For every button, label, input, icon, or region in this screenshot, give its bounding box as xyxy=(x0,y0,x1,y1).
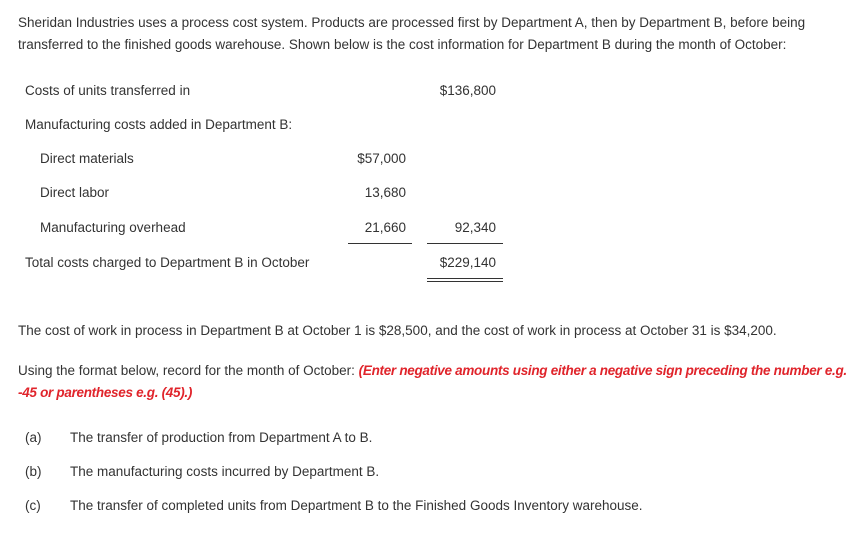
task-label-a: (a) xyxy=(25,430,42,445)
task-label-c: (c) xyxy=(25,498,41,513)
instruction-text: Using the format below, record for the month of October: xyxy=(18,363,359,378)
task-text-b: The manufacturing costs incurred by Department B. xyxy=(70,464,380,479)
transferred-in-value: $136,800 xyxy=(439,83,496,98)
subtotal-rule-col1 xyxy=(348,243,412,244)
direct-labor-label: Direct labor xyxy=(40,185,110,200)
overhead-label: Manufacturing overhead xyxy=(40,220,186,235)
mfg-added-label: Manufacturing costs added in Department B: xyxy=(25,117,293,132)
total-value: $229,140 xyxy=(439,255,496,270)
transferred-in-label: Costs of units transferred in xyxy=(25,83,191,98)
task-text-a: The transfer of production from Department A to B. xyxy=(70,430,373,445)
instruction-paragraph xyxy=(18,360,848,404)
subtotal-rule-col2 xyxy=(427,243,503,244)
subtotal-value: 92,340 xyxy=(454,220,496,235)
direct-labor-value: 13,680 xyxy=(364,185,406,200)
wip-paragraph: The cost of work in process in Department B at October 1 is $28,500, and the cost of work in process at October 31 is $34,200. xyxy=(18,323,777,338)
total-rule-top xyxy=(427,278,503,279)
instruction-note: (Enter negative amounts using either a negative sign preceding the number e.g. -45 or parentheses e.g. (45).) xyxy=(18,363,847,400)
task-text-c: The transfer of completed units from Department B to the Finished Goods Inventory warehouse. xyxy=(70,498,643,513)
direct-materials-value: $57,000 xyxy=(357,151,406,166)
task-label-b: (b) xyxy=(25,464,42,479)
overhead-value: 21,660 xyxy=(364,220,406,235)
total-rule-bottom xyxy=(427,281,503,282)
total-label: Total costs charged to Department B in October xyxy=(25,255,310,270)
intro-paragraph: Sheridan Industries uses a process cost system. Products are processed first by Department A, then by Department B, before being transferred to the finished goods warehouse. Shown below is the cost information for Department B during the month of October: xyxy=(18,15,806,52)
direct-materials-label: Direct materials xyxy=(40,151,134,166)
